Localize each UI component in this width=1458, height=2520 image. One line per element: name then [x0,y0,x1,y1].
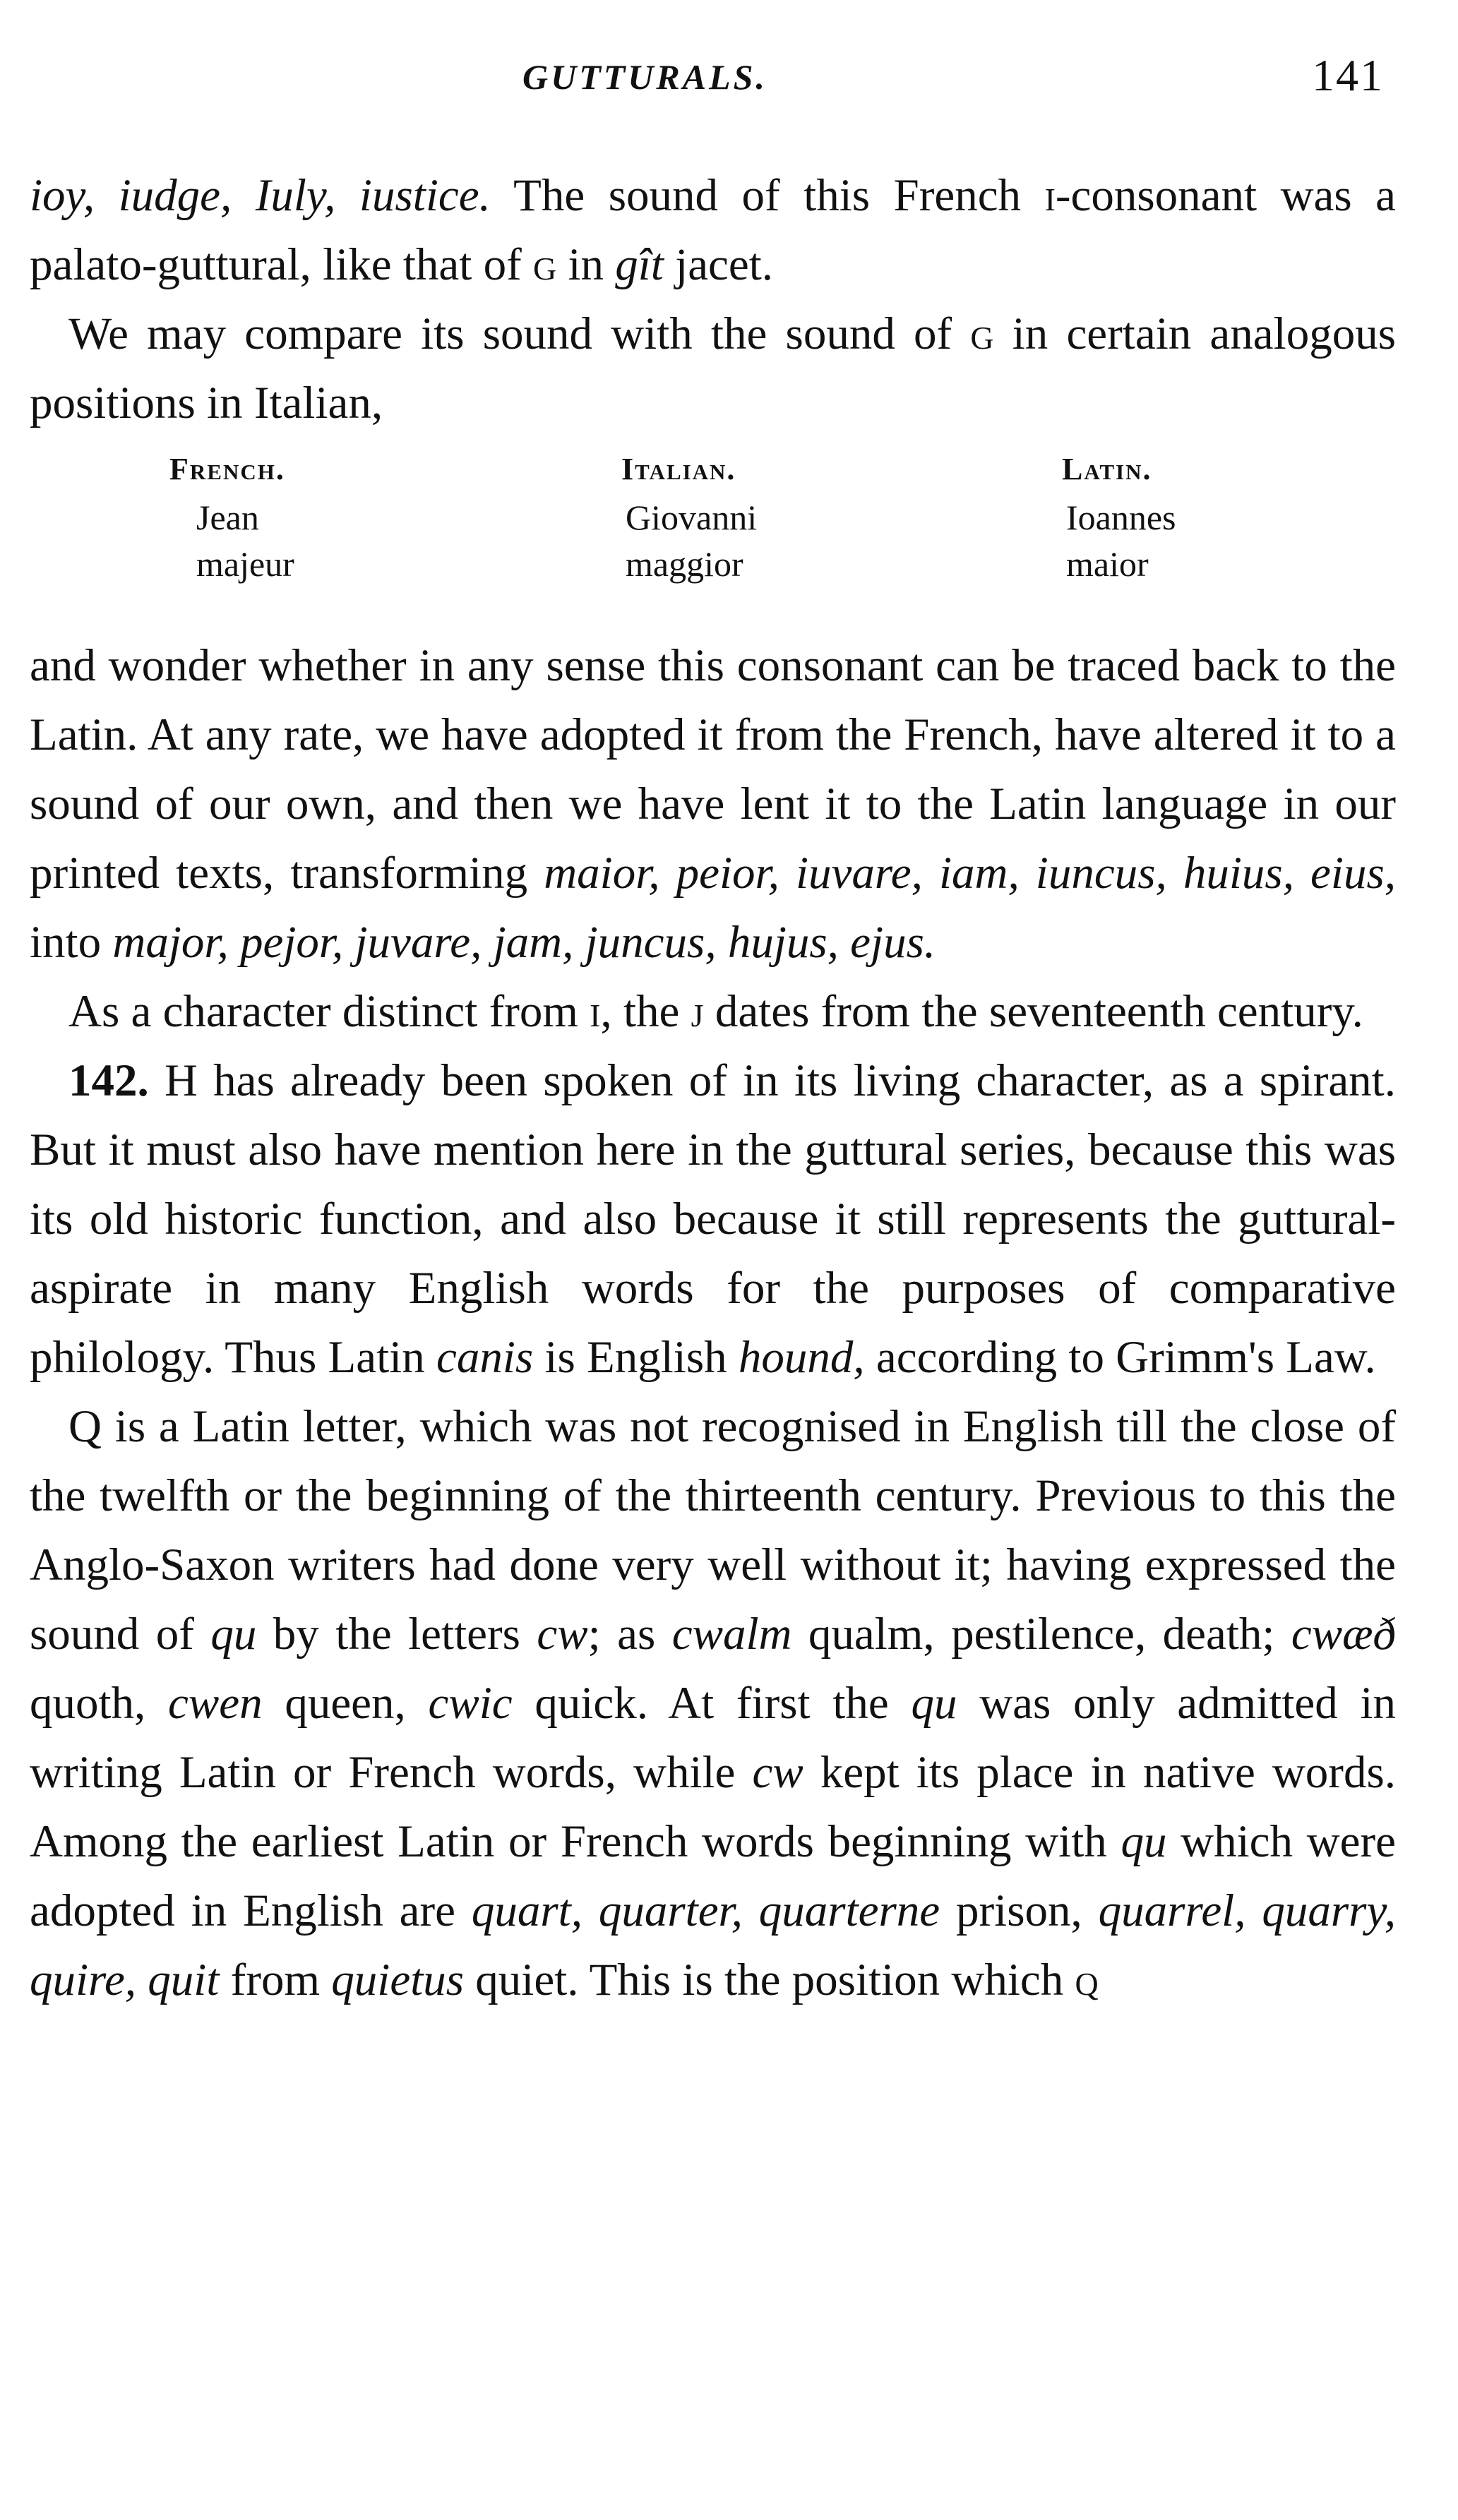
text-run: quiet. This is the position which [464,1955,1075,2005]
text-run: according to Grimm's Law. [864,1332,1376,1383]
paragraph-6 [30,1392,1396,2015]
table-column-latin [1062,445,1176,587]
text-run: quick. At first the [512,1678,912,1729]
italic-text: cwalm [671,1609,792,1660]
page-header [0,49,1458,113]
italic-text: cwic [428,1678,513,1729]
small-caps-letter: i [590,986,601,1037]
text-run: from [219,1955,332,2005]
italic-text: qu [911,1678,957,1729]
table-column-italian [621,445,757,587]
italic-text: qu [1121,1816,1167,1867]
text-run: prison, [940,1885,1099,1936]
italic-text: cw [537,1609,588,1660]
small-caps-letter: q [1075,1955,1099,2005]
italic-text: quarrel, quarry, quire, quit [30,1885,1396,2005]
page-number: 141 [1312,50,1384,100]
paragraph-2 [30,299,1396,438]
text-run: which were adopted in English are [30,1816,1396,1936]
text-run: kept its place in native words. Among the earliest Latin or French words beginning with [30,1747,1396,1867]
text-run: As a character distinct from [68,986,590,1037]
italic-text: hound, [738,1332,865,1383]
text-run: queen, [262,1678,429,1729]
italic-text: gît [615,239,664,290]
small-caps-letter: g [970,308,994,359]
table-cell: maior [1066,544,1149,584]
text-run: by the letters [256,1609,537,1660]
column-heading: Latin. [1062,452,1152,486]
italic-text: qu [210,1609,257,1660]
text-run: qualm, pestilence, death; [791,1609,1291,1660]
text-run: -consonant was a palato-guttural, like that of [30,170,1397,290]
italic-text: cwæð [1291,1609,1396,1660]
body-text [30,161,1396,2015]
table-cell: Ioannes [1066,498,1176,537]
italic-text: ioy, iudge, Iuly, iustice. [30,170,491,221]
italic-text: major, pejor, juvare, jam, juncus, hujus, ejus. [112,917,936,968]
table-cell: majeur [196,544,294,584]
text-run: quoth, [30,1678,169,1729]
table-cell: Giovanni [626,498,758,537]
section-number: 142. [68,1055,149,1106]
running-head: GUTTURALS. [522,57,767,97]
table-column-french [169,445,294,587]
italic-text: quart, quarter, quarterne [471,1885,940,1936]
comparison-table [30,445,1396,621]
table-cell: Jean [196,498,259,537]
text-run: jacet. [663,239,774,290]
text-run: and wonder whether in any sense this consonant can be traced back to the Latin. At any rate, we have adopted it from the French, have altered it to a sound of our own, and then we have lent it to the Latin language in our printed texts, transforming [30,640,1396,899]
text-run: is English [533,1332,739,1383]
text-run: , the [600,986,691,1037]
text-run: The sound of this French [490,170,1045,221]
italic-text: cwen [168,1678,263,1729]
paragraph-1 [30,161,1396,299]
column-heading: Italian. [621,452,736,486]
paragraph-4 [30,977,1396,1046]
italic-text: maior, peior, iuvare, iam, iuncus, huius, eius, [544,848,1397,899]
italic-text: canis [436,1332,534,1383]
table-cell: maggior [626,544,743,584]
text-run: ; as [587,1609,672,1660]
text-run: in [556,239,616,290]
text-run: dates from the seventeenth century. [703,986,1363,1037]
text-run: We may compare its sound with the sound of [68,308,971,359]
text-run: was only admitted in writing Latin or French words, while [30,1678,1397,1798]
italic-text: quietus [331,1955,465,2005]
paragraph-3 [30,631,1396,977]
text-run: into [30,917,113,968]
text-run: in certain analogous positions in Italian, [30,308,1396,428]
text-run: H has already been spoken of in its living character, as a spirant. But it must also have mention here in the guttural series, because this was its old historic function, and also because it still represents the guttural-aspirate in many English words for the purposes of comparative philology. Thus Latin [30,1055,1396,1383]
text-run: Q is a Latin letter, which was not recognised in English till the close of the twelfth or the beginning of the thirteenth century. Previous to this the Anglo-Saxon writers had done very well without it; having expressed the sound of [30,1401,1396,1660]
small-caps-letter: g [532,239,557,290]
small-caps-letter: i [1044,170,1056,221]
italic-text: cw [752,1747,803,1798]
column-heading: French. [169,452,285,486]
small-caps-letter: j [691,986,704,1037]
paragraph-5 [30,1046,1396,1392]
